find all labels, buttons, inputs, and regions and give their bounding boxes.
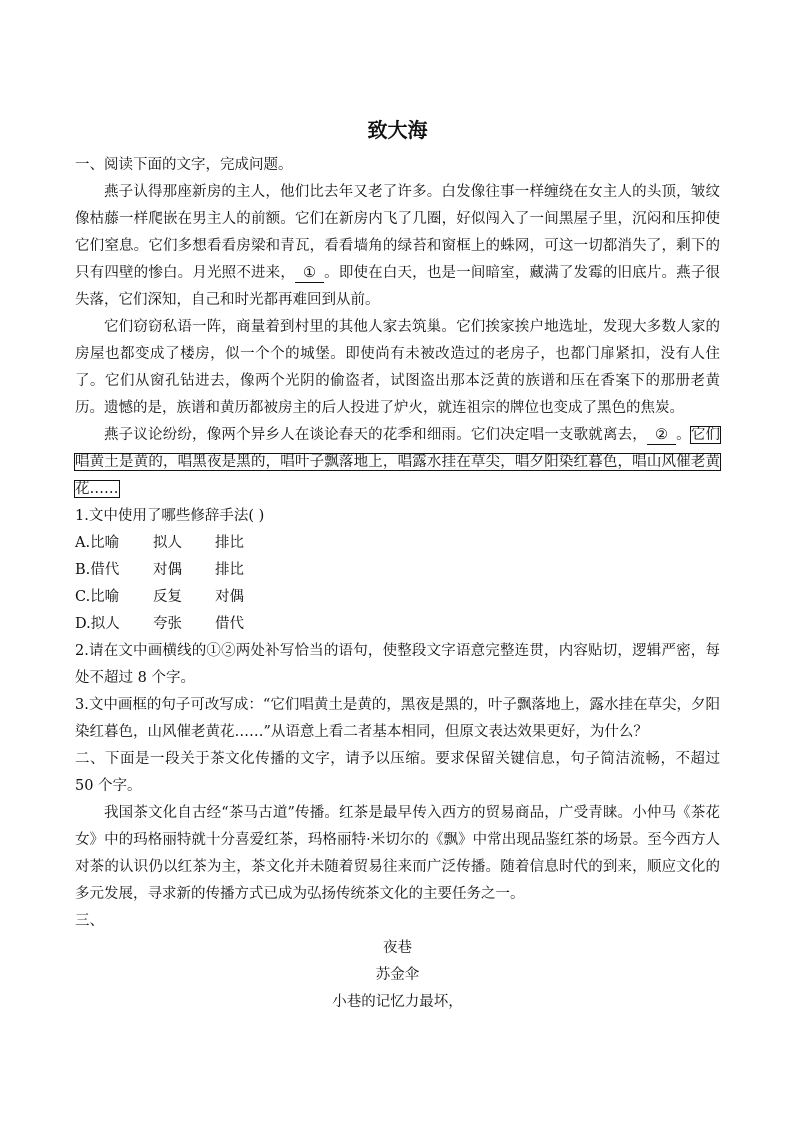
option-choice: 对偶 xyxy=(215,589,244,605)
question-1-option-c xyxy=(75,584,720,611)
poem-author: 苏金伞 xyxy=(375,967,420,983)
paragraph-1-text-b: 。即使在白天，也是一间暗室，藏满了发霉的旧底片。燕子很失落，它们深知，自己和时光都再难回到从前。 xyxy=(75,265,720,308)
passage-paragraph-2: 它们窃窃私语一阵，商量着到村里的其他人家去筑巢。它们挨家挨户地选址，发现大多数人家的房屋也都变成了楼房，似一个个的城堡。即使尚有未被改造过的老房子，也都门扉紧扣，没有人住了。它们从窗孔钻进去，像两个光阴的偷盗者，试图盗出那本泛黄的族谱和压在香案下的那册老黄历。遗憾的是，族谱和黄历都被房主的后人投进了炉火，就连祖宗的牌位也变成了黑色的焦炭。 xyxy=(75,319,720,416)
question-2: 2.请在文中画横线的①②两处补写恰当的语句，使整段文字语意完整连贯，内容贴切，逻辑严密，每处不超过 8 个字。 xyxy=(75,643,720,686)
section2-heading: 二、下面是一段关于茶文化传播的文字，请予以压缩。要求保留关键信息，句子简洁流畅，不超过 50 个字。 xyxy=(75,751,720,794)
poem-line-1: 小巷的记忆力最坏， xyxy=(332,994,463,1010)
paragraph-1-text-a: 燕子认得那座新房的主人，他们比去年又老了许多。白发像往事一样缠绕在女主人的头顶，皱纹像枯藤一样爬嵌在男主人的前额。它们在新房内飞了几圈，好似闯入了一间黑屋子里，沉闷和压抑使它们窒息。它们多想看看房梁和青瓦，看看墙角的绿苔和窗框上的蛛网，可这一切都消失了，剩下的只有四壁的惨白。月光照不进来， xyxy=(75,184,720,281)
option-label: C.比喻 xyxy=(75,589,120,605)
blank-2: ② xyxy=(647,426,676,445)
option-choice: 拟人 xyxy=(153,535,182,551)
option-choice: 排比 xyxy=(215,562,244,578)
paragraph-3-text-b: 。 xyxy=(675,427,691,443)
section3-heading: 三、 xyxy=(75,913,104,929)
section1-heading: 一、阅读下面的文字，完成问题。 xyxy=(75,157,293,173)
paragraph-3-text-a: 燕子议论纷纷，像两个异乡人在谈论春天的花季和细雨。它们决定唱一支歌就离去， xyxy=(104,427,647,443)
question-1-option-b xyxy=(75,557,720,584)
poem-title: 夜巷 xyxy=(383,940,412,956)
document-page xyxy=(75,110,720,1016)
option-choice: 对偶 xyxy=(153,562,182,578)
option-choice: 排比 xyxy=(215,535,244,551)
option-choice: 反复 xyxy=(153,589,182,605)
option-label: B.借代 xyxy=(75,562,120,578)
option-label: A.比喻 xyxy=(75,535,120,551)
blank-1: ① xyxy=(295,264,324,283)
question-1-stem: 1.文中使用了哪些修辞手法( ) xyxy=(75,508,265,524)
page-title: 致大海 xyxy=(367,118,428,142)
passage-paragraph-3 xyxy=(75,422,720,503)
option-choice: 夸张 xyxy=(153,616,182,632)
question-3: 3.文中画框的句子可改写成：“它们唱黄土是黄的，黑夜是黑的，叶子飘落地上，露水挂在草尖，夕阳染红暮色，山风催老黄花……”从语意上看二者基本相同，但原文表达效果更好，为什么？ xyxy=(75,697,720,740)
option-choice: 借代 xyxy=(215,616,244,632)
boxed-sentence: 它们唱黄土是黄的，唱黑夜是黑的，唱叶子飘落地上，唱露水挂在草尖，唱夕阳染红暮色，唱山风催老黄花…… xyxy=(75,427,721,497)
option-label: D.拟人 xyxy=(75,616,120,632)
passage-paragraph-1 xyxy=(75,179,720,314)
question-1-option-a xyxy=(75,530,720,557)
question-1-option-d xyxy=(75,611,720,638)
section2-paragraph: 我国茶文化自古经“茶马古道”传播。红茶是最早传入西方的贸易商品，广受青睐。小仲马《茶花女》中的玛格丽特就十分喜爱红茶，玛格丽特·米切尔的《飘》中常出现品鉴红茶的场景。至今西方人对茶的认识仍以红茶为主，茶文化并未随着贸易往来而广泛传播。随着信息时代的到来，顺应文化的多元发展，寻求新的传播方式已成为弘扬传统茶文化的主要任务之一。 xyxy=(75,805,720,902)
